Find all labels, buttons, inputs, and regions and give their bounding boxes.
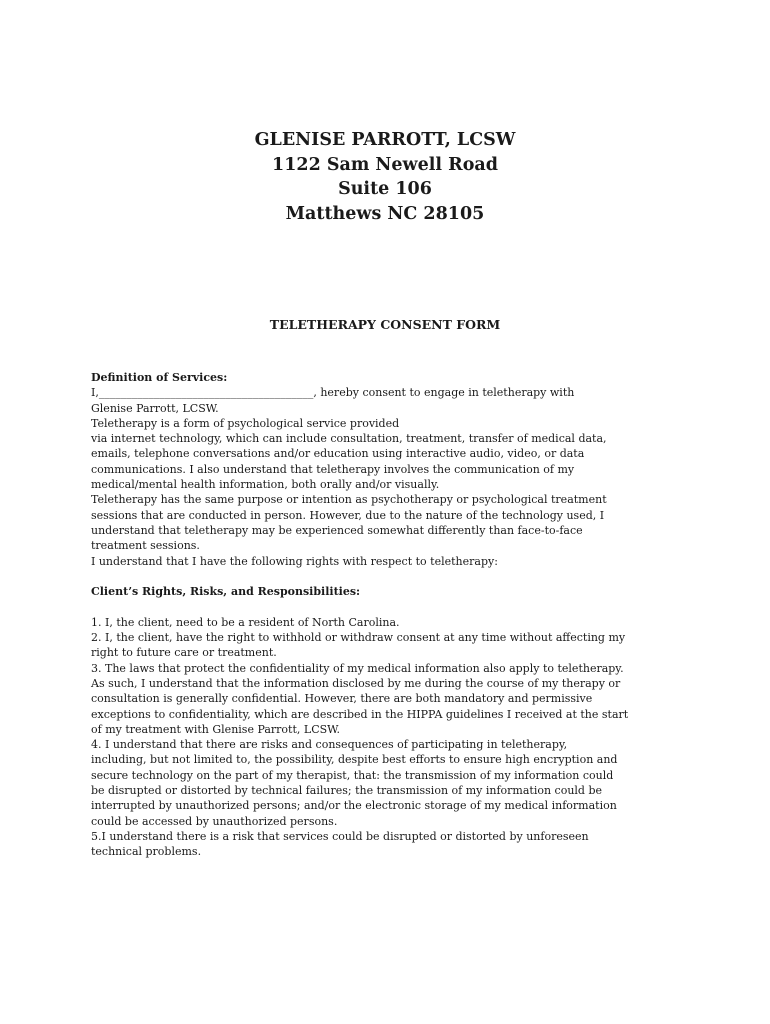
- definition-line: via internet technology, which can include consultation, treatment, transfer of medical data,: [91, 432, 607, 446]
- rights-line: 2. I, the client, have the right to withhold or withdraw consent at any time without affecting my: [91, 631, 626, 645]
- definition-heading: Definition of Services:: [91, 371, 228, 384]
- rights-line: consultation is generally confidential. However, there are both mandatory and permissive: [91, 692, 593, 706]
- rights-line: be disrupted or distorted by technical failures; the transmission of my information could be: [91, 784, 603, 798]
- rights-line: including, but not limited to, the possibility, despite best efforts to ensure high encryption and: [91, 753, 618, 767]
- city-state-zip: Matthews NC 28105: [285, 203, 485, 224]
- letterhead: [0, 128, 770, 226]
- rights-line: 4. I understand that there are risks and consequences of participating in teletherapy,: [91, 738, 568, 752]
- definition-line: medical/mental health information, both orally and/or visually.: [91, 478, 440, 492]
- definition-line: I understand that I have the following rights with respect to teletherapy:: [91, 554, 498, 568]
- suite-number: Suite 106: [338, 179, 432, 199]
- rights-line: technical problems.: [91, 845, 202, 859]
- definition-line: treatment sessions.: [91, 539, 200, 553]
- rights-heading: Client’s Rights, Risks, and Responsibilities:: [91, 585, 361, 599]
- rights-line: of my treatment with Glenise Parrott, LCSW.: [91, 722, 341, 736]
- definition-line: Teletherapy is a form of psychological service provided: [91, 416, 400, 430]
- definition-line: emails, telephone conversations and/or education using interactive audio, video, or data: [91, 447, 585, 461]
- definition-line: Teletherapy has the same purpose or intention as psychotherapy or psychological treatment: [91, 493, 607, 507]
- rights-line: interrupted by unauthorized persons; and/or the electronic storage of my medical information: [91, 799, 617, 813]
- rights-line: secure technology on the part of my therapist, that: the transmission of my information could: [91, 768, 614, 782]
- definition-line: I,_______________________________________, hereby consent to engage in teletherapy with: [91, 386, 575, 400]
- section-spacer: [91, 569, 691, 584]
- form-body: [91, 370, 691, 860]
- definition-line: sessions that are conducted in person. However, due to the nature of the technology used, I: [91, 508, 605, 522]
- street-address: 1122 Sam Newell Road: [272, 154, 498, 175]
- rights-line: could be accessed by unauthorized persons.: [91, 814, 338, 828]
- rights-line: right to future care or treatment.: [91, 646, 277, 660]
- section-spacer: [91, 599, 691, 614]
- form-title: TELETHERAPY CONSENT FORM: [269, 317, 501, 332]
- rights-line: 5.I understand there is a risk that services could be disrupted or distorted by unforeseen: [91, 829, 589, 843]
- rights-line: 3. The laws that protect the confidentiality of my medical information also apply to teletherapy.: [91, 661, 624, 675]
- rights-line: exceptions to confidentiality, which are described in the HIPPA guidelines I received at the start: [91, 707, 629, 721]
- definition-line: understand that teletherapy may be experienced somewhat differently than face-to-face: [91, 523, 583, 537]
- practitioner-name: GLENISE PARROTT, LCSW: [254, 130, 516, 150]
- rights-line: As such, I understand that the information disclosed by me during the course of my therapy or: [91, 676, 621, 690]
- rights-line: 1. I, the client, need to be a resident of North Carolina.: [91, 615, 400, 629]
- definition-line: Glenise Parrott, LCSW.: [91, 401, 219, 415]
- definition-line: communications. I also understand that teletherapy involves the communication of my: [91, 462, 575, 476]
